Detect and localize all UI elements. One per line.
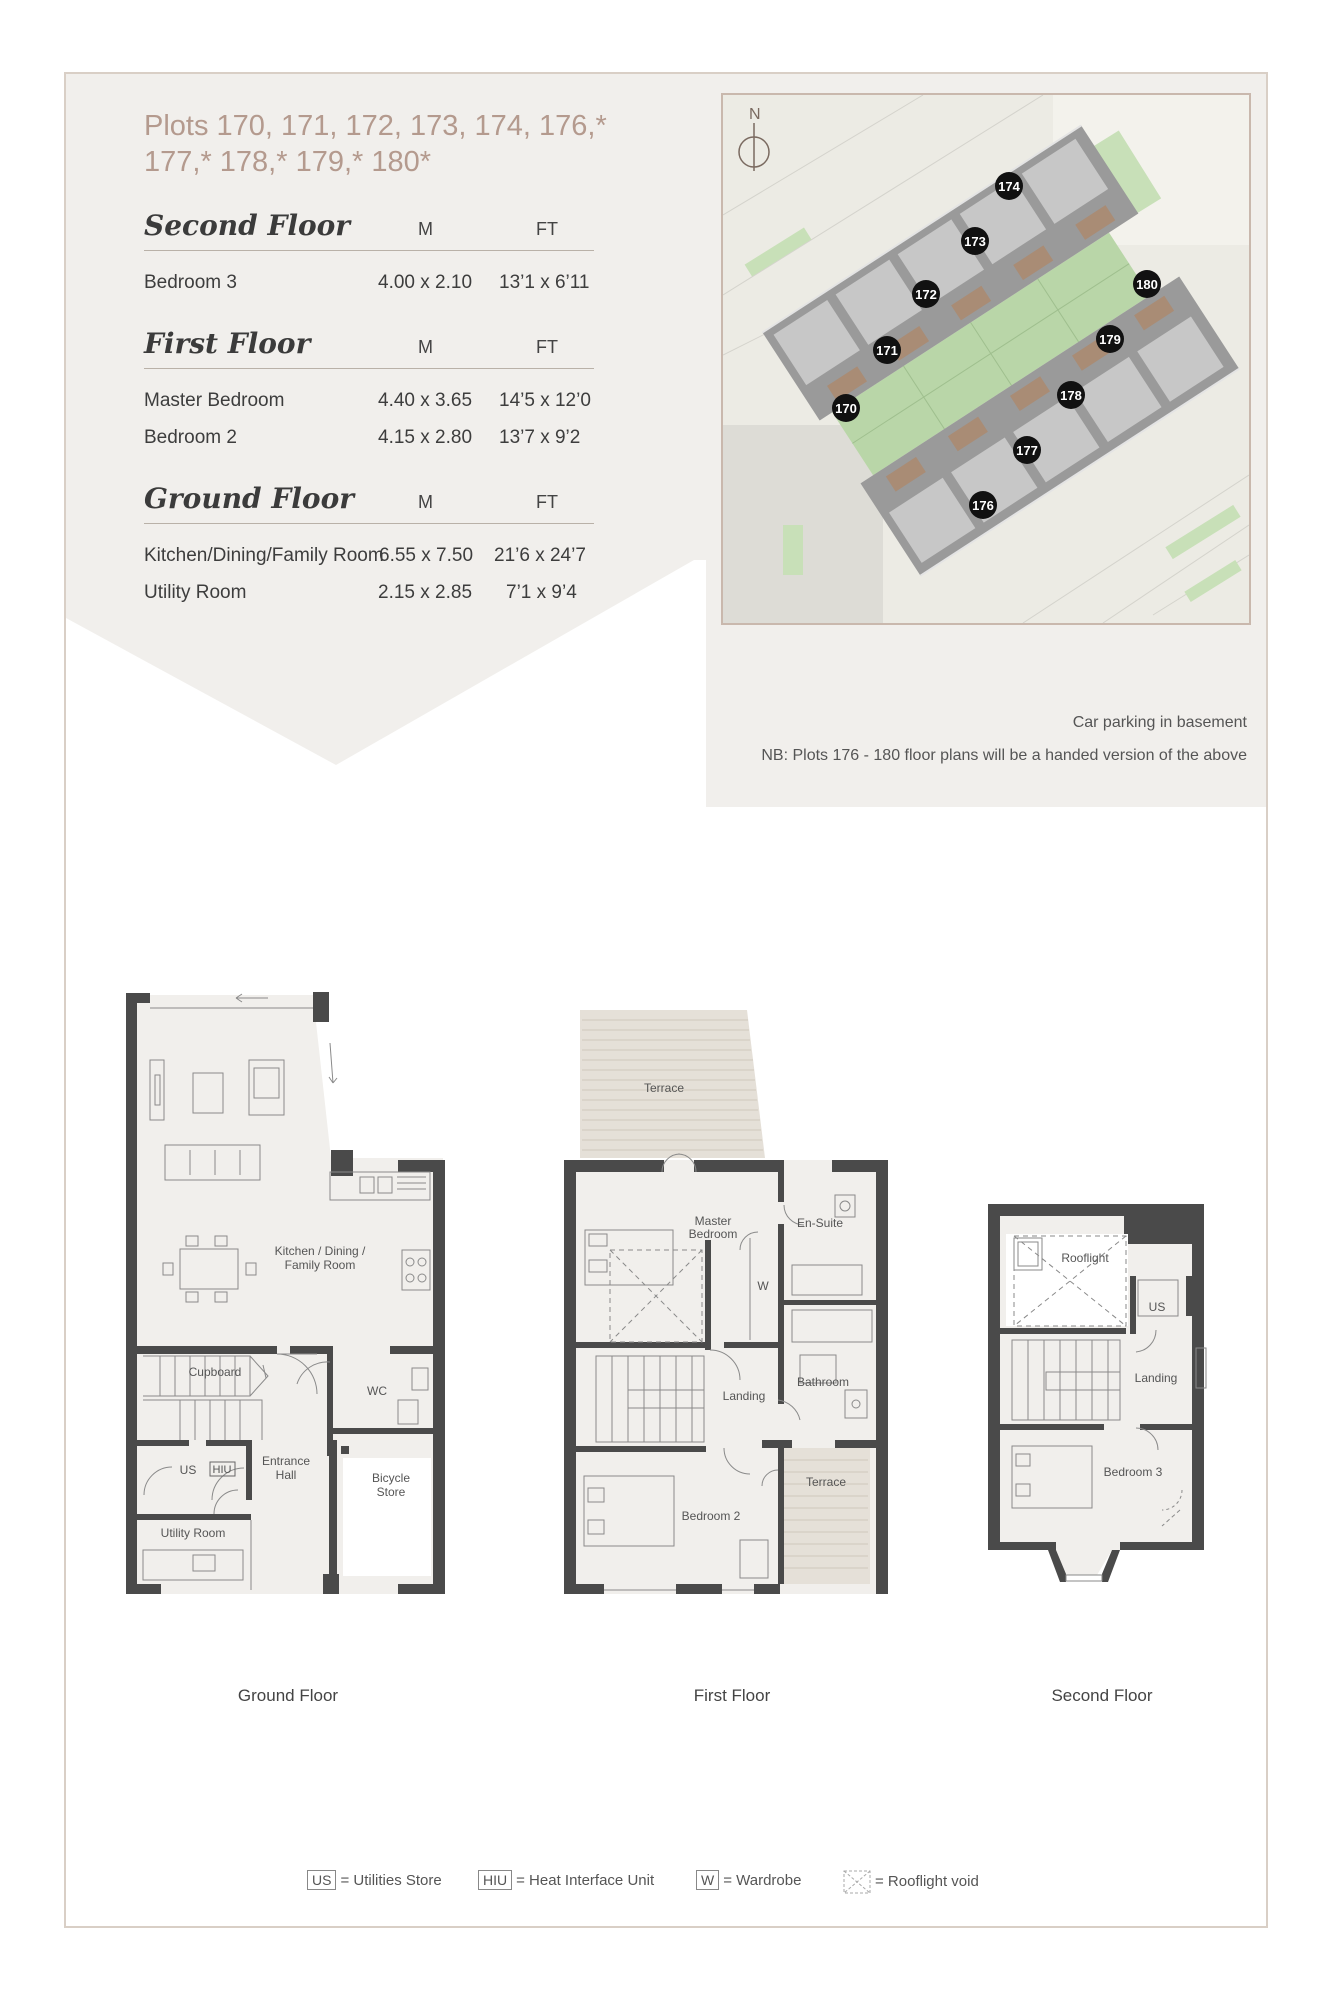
plot-number: 176 [972, 498, 994, 513]
room-label: Hall [275, 1468, 297, 1482]
room-metric: 6.55 x 7.50 [379, 545, 474, 566]
room-label: US [1148, 1300, 1166, 1314]
room-name: Bedroom 2 [144, 427, 237, 448]
room-label: Bedroom [688, 1227, 738, 1241]
room-row [144, 582, 604, 610]
handed-note: NB: Plots 176 - 180 floor plans will be a handed version of the above [761, 747, 1247, 764]
floor-name: Second Floor [144, 209, 351, 242]
room-name: Bedroom 3 [144, 272, 237, 293]
floor-name: First Floor [144, 327, 311, 360]
legend-item-us [307, 1870, 442, 1890]
plot-marker [1133, 270, 1161, 298]
north-label: N [749, 106, 761, 123]
room-row [144, 272, 604, 300]
room-metric: 2.15 x 2.85 [378, 582, 473, 603]
room-label: US [179, 1463, 197, 1477]
plot-number: 179 [1099, 332, 1121, 347]
second-floor-label: Second Floor [1051, 1686, 1153, 1705]
room-label: W [757, 1279, 769, 1293]
parking-note: Car parking in basement [1072, 714, 1247, 731]
room-imperial: 14’5 x 12’0 [499, 390, 591, 411]
room-label: Terrace [805, 1475, 847, 1489]
room-imperial: 21’6 x 24’7 [494, 545, 586, 566]
col-ft: FT [536, 219, 558, 239]
col-m: M [418, 219, 433, 239]
plot-number: 180 [1136, 277, 1158, 292]
room-label: Family Room [284, 1258, 356, 1272]
legend-text: = Rooflight void [875, 1872, 979, 1890]
room-row [144, 427, 604, 455]
first-floor-plan [564, 1010, 888, 1594]
room-label: Landing [1134, 1371, 1178, 1385]
room-label: Kitchen / Dining / [274, 1244, 366, 1258]
room-metric: 4.15 x 2.80 [378, 427, 473, 448]
room-label: Terrace [643, 1081, 685, 1095]
room-imperial: 13’1 x 6’11 [499, 272, 590, 293]
plot-number: 173 [964, 234, 986, 249]
plot-marker [1057, 381, 1085, 409]
room-imperial: 13’7 x 9’2 [499, 427, 581, 448]
room-name: Kitchen/Dining/Family Room [144, 545, 384, 566]
room-name: Master Bedroom [144, 390, 285, 411]
room-label: Store [376, 1485, 406, 1499]
plots-title: Plots 170, 171, 172, 173, 174, 176,* 177,* 178,* 179,* 180* [144, 110, 607, 178]
legend-key: W [696, 1870, 719, 1890]
plot-number: 177 [1016, 443, 1038, 458]
first-floor-heading [144, 322, 594, 369]
floor-name: Ground Floor [144, 482, 354, 515]
legend-text: = Wardrobe [723, 1872, 802, 1889]
second-floor-heading [144, 204, 594, 251]
legend-text: = Heat Interface Unit [516, 1872, 655, 1889]
room-label: Bedroom 3 [1103, 1465, 1163, 1479]
room-name: Utility Room [144, 582, 247, 603]
plot-marker [832, 394, 860, 422]
plot-number: 170 [835, 401, 857, 416]
plot-number: 178 [1060, 388, 1082, 403]
plot-number: 171 [876, 343, 898, 358]
room-label: Entrance [261, 1454, 311, 1468]
room-label: Landing [722, 1389, 766, 1403]
room-label: En-Suite [796, 1216, 844, 1230]
room-label: HIU [212, 1464, 232, 1476]
room-label: Cupboard [188, 1365, 242, 1379]
legend-key: US [307, 1870, 336, 1890]
rooflight-void-icon [843, 1870, 871, 1894]
legend-key: HIU [478, 1870, 512, 1890]
plot-marker [1096, 325, 1124, 353]
second-floor-plan [988, 1204, 1206, 1582]
room-label: Utility Room [160, 1526, 226, 1540]
col-ft: FT [536, 492, 558, 512]
room-imperial: 7’1 x 9’4 [506, 582, 577, 603]
legend-text: = Utilities Store [340, 1872, 442, 1889]
plot-number: 174 [998, 179, 1020, 194]
plot-marker [961, 227, 989, 255]
plot-marker [995, 172, 1023, 200]
ground-floor-heading [144, 477, 594, 524]
plot-marker [912, 280, 940, 308]
col-m: M [418, 492, 433, 512]
site-plan-map [721, 93, 1251, 625]
plot-number: 172 [915, 287, 937, 302]
room-label: Master [694, 1214, 732, 1228]
room-metric: 4.00 x 2.10 [378, 272, 473, 293]
floor-plans [0, 980, 1333, 1620]
legend-item-rooflight [843, 1870, 979, 1894]
ground-floor-label: Ground Floor [237, 1686, 339, 1705]
room-label: Bedroom 2 [681, 1509, 741, 1523]
plot-marker [1013, 436, 1041, 464]
room-metric: 4.40 x 3.65 [378, 390, 473, 411]
room-label: Bathroom [796, 1375, 850, 1389]
first-floor-label: First Floor [693, 1686, 771, 1705]
room-label: WC [367, 1384, 387, 1398]
room-row [144, 390, 604, 418]
col-m: M [418, 337, 433, 357]
ground-floor-plan [126, 992, 445, 1594]
legend-item-w [696, 1870, 801, 1890]
site-plan-drawing [723, 95, 1249, 623]
col-ft: FT [536, 337, 558, 357]
plot-marker [969, 491, 997, 519]
room-label: Bicycle [371, 1471, 411, 1485]
legend-item-hiu [478, 1870, 654, 1890]
room-label: Rooflight [1061, 1251, 1109, 1265]
room-row [144, 545, 604, 573]
plot-marker [873, 336, 901, 364]
